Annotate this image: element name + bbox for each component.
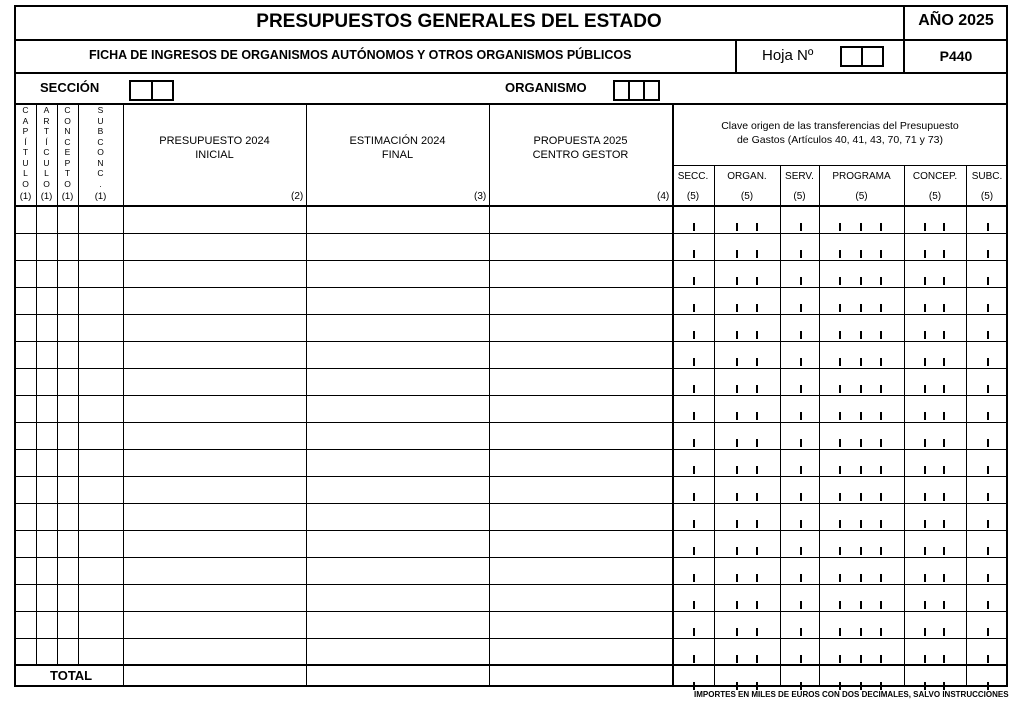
digit-tick xyxy=(693,628,695,636)
row-line xyxy=(14,314,1008,315)
digit-tick xyxy=(736,439,738,447)
digit-tick xyxy=(839,547,841,555)
row-line xyxy=(14,368,1008,369)
digit-tick xyxy=(943,250,945,258)
divider xyxy=(36,104,37,666)
sheet-number-box-2[interactable] xyxy=(861,46,884,67)
digit-tick xyxy=(924,628,926,636)
digit-tick xyxy=(693,412,695,420)
clave-sub-0: SECC. xyxy=(677,171,709,182)
digit-tick xyxy=(693,331,695,339)
concepto-ref: (1) xyxy=(61,191,74,202)
row-line xyxy=(14,287,1008,288)
row-line xyxy=(14,476,1008,477)
digit-tick xyxy=(839,250,841,258)
digit-tick xyxy=(756,250,758,258)
digit-tick xyxy=(800,547,802,555)
clave-header: Clave origen de las transferencias del Presupuesto de Gastos (Artículos 40, 41, 43, 70, 71 y 73) xyxy=(721,120,959,146)
digit-tick xyxy=(924,574,926,582)
digit-tick xyxy=(924,385,926,393)
digit-tick xyxy=(736,682,738,690)
digit-tick xyxy=(987,682,989,690)
divider xyxy=(904,165,905,685)
subconc-ref: (1) xyxy=(94,191,107,202)
digit-tick xyxy=(860,385,862,393)
digit-tick xyxy=(860,601,862,609)
digit-tick xyxy=(987,466,989,474)
clave-sub-2: SERV. xyxy=(785,171,814,182)
row-line xyxy=(14,422,1008,423)
digit-tick xyxy=(756,655,758,663)
divider xyxy=(14,103,1008,105)
digit-tick xyxy=(860,331,862,339)
digit-tick xyxy=(756,601,758,609)
digit-tick xyxy=(860,223,862,231)
digit-tick xyxy=(839,412,841,420)
digit-tick xyxy=(800,655,802,663)
digit-tick xyxy=(736,547,738,555)
digit-tick xyxy=(693,682,695,690)
articulo-ref: (1) xyxy=(40,191,53,202)
row-line xyxy=(14,611,1008,612)
presupuesto-header: PRESUPUESTO 2024 INICIAL xyxy=(159,135,270,161)
form-subtitle: FICHA DE INGRESOS DE ORGANISMOS AUTÓNOMOS Y OTROS ORGANISMOS PÚBLICOS xyxy=(89,48,632,62)
digit-tick xyxy=(800,385,802,393)
form-code: P440 xyxy=(939,48,973,64)
digit-tick xyxy=(880,493,882,501)
digit-tick xyxy=(800,601,802,609)
digit-tick xyxy=(987,250,989,258)
section-box-1[interactable] xyxy=(129,80,153,101)
digit-tick xyxy=(736,628,738,636)
digit-tick xyxy=(756,682,758,690)
divider xyxy=(735,40,737,73)
row-line xyxy=(14,449,1008,450)
digit-tick xyxy=(736,412,738,420)
total-label: TOTAL xyxy=(50,668,93,683)
estimacion-header: ESTIMACIÓN 2024 FINAL xyxy=(349,135,446,161)
organism-box-3[interactable] xyxy=(643,80,660,101)
digit-tick xyxy=(800,628,802,636)
digit-tick xyxy=(987,331,989,339)
total-divider xyxy=(14,664,1008,666)
digit-tick xyxy=(943,331,945,339)
presupuesto-ref: (2) xyxy=(291,191,304,202)
digit-tick xyxy=(943,412,945,420)
digit-tick xyxy=(943,466,945,474)
digit-tick xyxy=(924,223,926,231)
digit-tick xyxy=(880,601,882,609)
digit-tick xyxy=(943,574,945,582)
digit-tick xyxy=(943,493,945,501)
digit-tick xyxy=(693,250,695,258)
sheet-label: Hoja Nº xyxy=(762,47,814,64)
digit-tick xyxy=(736,385,738,393)
row-line xyxy=(14,395,1008,396)
digit-tick xyxy=(693,520,695,528)
digit-tick xyxy=(736,223,738,231)
digit-tick xyxy=(736,493,738,501)
digit-tick xyxy=(756,493,758,501)
subconc-header: S U B C O N C . xyxy=(97,105,104,189)
sheet-number-box-1[interactable] xyxy=(840,46,863,67)
digit-tick xyxy=(924,601,926,609)
digit-tick xyxy=(880,331,882,339)
digit-tick xyxy=(860,547,862,555)
row-line xyxy=(14,638,1008,639)
digit-tick xyxy=(860,574,862,582)
digit-tick xyxy=(987,223,989,231)
digit-tick xyxy=(860,466,862,474)
digit-tick xyxy=(756,520,758,528)
digit-tick xyxy=(943,223,945,231)
clave-ref-2: (5) xyxy=(793,191,806,202)
digit-tick xyxy=(987,277,989,285)
divider xyxy=(14,39,1008,41)
digit-tick xyxy=(693,304,695,312)
digit-tick xyxy=(880,250,882,258)
concepto-header: C O N C E P T O xyxy=(64,105,71,189)
digit-tick xyxy=(987,547,989,555)
clave-ref-5: (5) xyxy=(980,191,994,202)
digit-tick xyxy=(860,682,862,690)
digit-tick xyxy=(943,520,945,528)
row-line xyxy=(14,233,1008,234)
divider xyxy=(714,165,715,685)
divider xyxy=(819,165,820,685)
digit-tick xyxy=(943,547,945,555)
digit-tick xyxy=(756,439,758,447)
digit-tick xyxy=(756,574,758,582)
digit-tick xyxy=(943,655,945,663)
digit-tick xyxy=(800,493,802,501)
row-line xyxy=(14,530,1008,531)
digit-tick xyxy=(860,520,862,528)
digit-tick xyxy=(800,223,802,231)
digit-tick xyxy=(924,439,926,447)
digit-tick xyxy=(987,655,989,663)
digit-tick xyxy=(736,655,738,663)
digit-tick xyxy=(756,331,758,339)
articulo-header: A R T Í C U L O xyxy=(43,105,50,189)
digit-tick xyxy=(880,439,882,447)
section-label: SECCIÓN xyxy=(40,80,100,95)
digit-tick xyxy=(839,331,841,339)
digit-tick xyxy=(839,304,841,312)
digit-tick xyxy=(987,439,989,447)
digit-tick xyxy=(839,493,841,501)
section-box-2[interactable] xyxy=(151,80,174,101)
digit-tick xyxy=(756,223,758,231)
form-title: PRESUPUESTOS GENERALES DEL ESTADO xyxy=(256,11,662,32)
digit-tick xyxy=(756,304,758,312)
digit-tick xyxy=(736,331,738,339)
digit-tick xyxy=(756,412,758,420)
digit-tick xyxy=(800,466,802,474)
capitulo-ref: (1) xyxy=(19,191,32,202)
row-line xyxy=(14,584,1008,585)
digit-tick xyxy=(987,520,989,528)
digit-tick xyxy=(880,358,882,366)
digit-tick xyxy=(736,277,738,285)
digit-tick xyxy=(839,223,841,231)
digit-tick xyxy=(860,439,862,447)
clave-ref-1: (5) xyxy=(740,191,754,202)
digit-tick xyxy=(943,304,945,312)
digit-tick xyxy=(800,412,802,420)
digit-tick xyxy=(943,439,945,447)
digit-tick xyxy=(693,601,695,609)
digit-tick xyxy=(693,574,695,582)
digit-tick xyxy=(839,385,841,393)
digit-tick xyxy=(987,412,989,420)
digit-tick xyxy=(839,601,841,609)
digit-tick xyxy=(693,439,695,447)
digit-tick xyxy=(880,304,882,312)
digit-tick xyxy=(987,304,989,312)
propuesta-header: PROPUESTA 2025 CENTRO GESTOR xyxy=(532,135,629,161)
footer-note: IMPORTES EN MILES DE EUROS CON DOS DECIMALES, SALVO INSTRUCCIONES xyxy=(694,690,1009,699)
digit-tick xyxy=(756,358,758,366)
digit-tick xyxy=(736,304,738,312)
digit-tick xyxy=(693,358,695,366)
digit-tick xyxy=(987,493,989,501)
digit-tick xyxy=(800,574,802,582)
digit-tick xyxy=(880,277,882,285)
digit-tick xyxy=(924,250,926,258)
digit-tick xyxy=(693,385,695,393)
digit-tick xyxy=(943,682,945,690)
digit-tick xyxy=(756,466,758,474)
row-line xyxy=(14,260,1008,261)
digit-tick xyxy=(987,628,989,636)
capitulo-header: C A P Í T U L O xyxy=(22,105,29,189)
divider xyxy=(672,165,1008,166)
organism-label: ORGANISMO xyxy=(505,80,587,95)
digit-tick xyxy=(693,655,695,663)
digit-tick xyxy=(924,304,926,312)
digit-tick xyxy=(839,358,841,366)
propuesta-ref: (4) xyxy=(657,191,670,202)
digit-tick xyxy=(800,358,802,366)
digit-tick xyxy=(943,358,945,366)
digit-tick xyxy=(924,520,926,528)
digit-tick xyxy=(839,655,841,663)
divider xyxy=(57,104,58,666)
digit-tick xyxy=(800,682,802,690)
digit-tick xyxy=(756,547,758,555)
digit-tick xyxy=(943,628,945,636)
digit-tick xyxy=(800,277,802,285)
digit-tick xyxy=(924,682,926,690)
digit-tick xyxy=(880,385,882,393)
digit-tick xyxy=(943,277,945,285)
digit-tick xyxy=(924,655,926,663)
year-label: AÑO 2025 xyxy=(918,12,994,29)
digit-tick xyxy=(736,601,738,609)
clave-sub-1: ORGAN. xyxy=(727,171,767,182)
digit-tick xyxy=(839,466,841,474)
digit-tick xyxy=(839,277,841,285)
digit-tick xyxy=(800,331,802,339)
row-line xyxy=(14,503,1008,504)
digit-tick xyxy=(860,655,862,663)
digit-tick xyxy=(800,304,802,312)
row-line xyxy=(14,557,1008,558)
digit-tick xyxy=(924,412,926,420)
clave-sub-4: CONCEP. xyxy=(912,171,958,182)
digit-tick xyxy=(987,601,989,609)
digit-tick xyxy=(693,493,695,501)
digit-tick xyxy=(880,547,882,555)
divider xyxy=(966,165,967,685)
digit-tick xyxy=(924,277,926,285)
digit-tick xyxy=(839,439,841,447)
digit-tick xyxy=(880,412,882,420)
digit-tick xyxy=(860,493,862,501)
digit-tick xyxy=(987,574,989,582)
digit-tick xyxy=(860,250,862,258)
digit-tick xyxy=(736,574,738,582)
digit-tick xyxy=(943,601,945,609)
digit-tick xyxy=(693,223,695,231)
digit-tick xyxy=(860,277,862,285)
digit-tick xyxy=(924,358,926,366)
row-line xyxy=(14,341,1008,342)
digit-tick xyxy=(800,439,802,447)
digit-tick xyxy=(736,466,738,474)
digit-tick xyxy=(756,385,758,393)
digit-tick xyxy=(736,520,738,528)
digit-tick xyxy=(839,628,841,636)
digit-tick xyxy=(860,304,862,312)
digit-tick xyxy=(839,520,841,528)
digit-tick xyxy=(880,682,882,690)
digit-tick xyxy=(924,547,926,555)
digit-tick xyxy=(756,628,758,636)
divider xyxy=(14,72,1008,74)
clave-ref-0: (5) xyxy=(686,191,700,202)
digit-tick xyxy=(880,574,882,582)
digit-tick xyxy=(736,250,738,258)
estimacion-ref: (3) xyxy=(474,191,487,202)
digit-tick xyxy=(880,466,882,474)
digit-tick xyxy=(800,520,802,528)
divider xyxy=(78,104,79,666)
digit-tick xyxy=(924,493,926,501)
clave-ref-3: (5) xyxy=(855,191,868,202)
digit-tick xyxy=(860,412,862,420)
digit-tick xyxy=(880,223,882,231)
digit-tick xyxy=(880,520,882,528)
digit-tick xyxy=(693,547,695,555)
digit-tick xyxy=(880,655,882,663)
clave-sub-3: PROGRAMA xyxy=(832,171,891,182)
divider xyxy=(14,205,1008,207)
digit-tick xyxy=(839,682,841,690)
digit-tick xyxy=(860,358,862,366)
digit-tick xyxy=(800,250,802,258)
digit-tick xyxy=(987,385,989,393)
digit-tick xyxy=(693,466,695,474)
digit-tick xyxy=(924,466,926,474)
divider xyxy=(780,165,781,685)
digit-tick xyxy=(987,358,989,366)
clave-ref-4: (5) xyxy=(928,191,942,202)
digit-tick xyxy=(943,385,945,393)
digit-tick xyxy=(924,331,926,339)
digit-tick xyxy=(736,358,738,366)
digit-tick xyxy=(880,628,882,636)
clave-sub-5: SUBC. xyxy=(971,171,1003,182)
digit-tick xyxy=(839,574,841,582)
digit-tick xyxy=(860,628,862,636)
digit-tick xyxy=(693,277,695,285)
digit-tick xyxy=(756,277,758,285)
